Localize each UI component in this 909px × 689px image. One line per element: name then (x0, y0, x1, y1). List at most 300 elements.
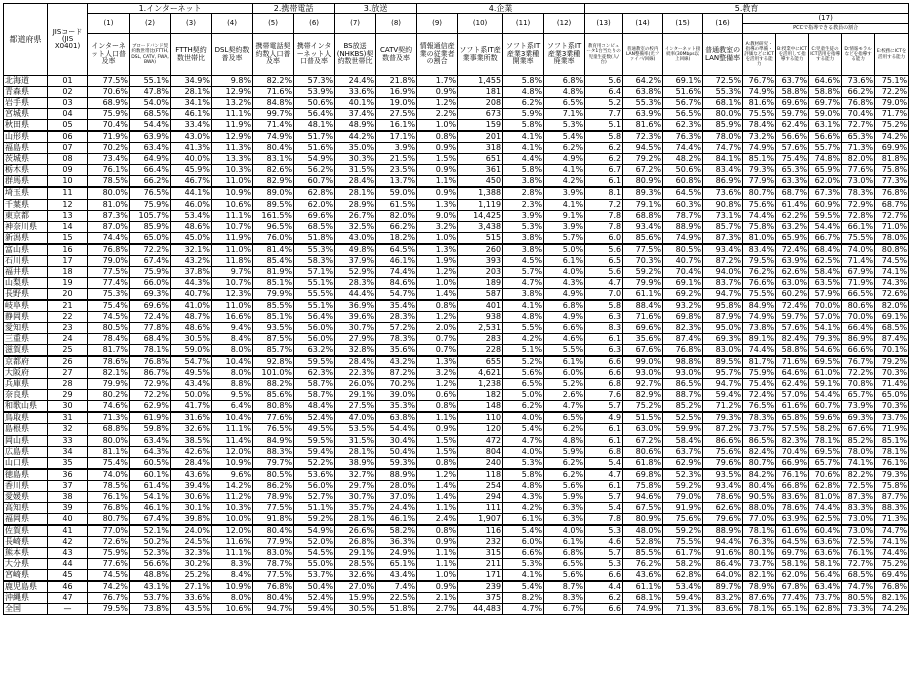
table-cell: 72.3% (623, 131, 663, 143)
table-cell: 66.2% (130, 176, 171, 188)
table-cell: 53.4% (663, 581, 703, 593)
table-cell: 80.4% (743, 480, 776, 491)
table-cell: 83.4% (743, 244, 776, 256)
table-cell: 1,238 (458, 379, 503, 390)
table-cell: 8.2% (503, 593, 544, 604)
table-cell: 46.1% (376, 255, 417, 266)
table-cell: 74.7% (842, 581, 875, 593)
table-cell: 30.7% (335, 323, 376, 334)
table-cell: 6.2% (503, 98, 544, 109)
table-cell: 4.2% (503, 334, 544, 345)
table-cell: 70.6% (88, 87, 130, 98)
table-cell: 2.1% (417, 593, 458, 604)
table-cell: 66.6% (842, 345, 875, 357)
table-cell: 59.4% (294, 446, 335, 457)
table-cell: 29.7% (335, 480, 376, 491)
table-cell: 7.1% (544, 109, 585, 120)
table-row (4, 210, 909, 221)
table-cell: 10.6% (212, 199, 253, 210)
table-cell: 16.1% (376, 120, 417, 132)
table-cell: 58.7% (294, 390, 335, 401)
table-cell: 67.5% (623, 502, 663, 513)
table-cell: 69.6% (130, 300, 171, 312)
table-cell: 65.3% (776, 165, 809, 176)
table-cell: 75.8% (623, 480, 663, 491)
prefecture-name: 北海道 (4, 76, 48, 87)
table-cell: 4.0% (503, 446, 544, 457)
table-cell: 6.1 (585, 176, 623, 188)
table-cell: 75.4% (743, 379, 776, 390)
table-cell: 6.7% (544, 604, 585, 615)
table-cell: 6.3% (544, 513, 585, 525)
table-cell: 11.1% (212, 109, 253, 120)
table-cell: 393 (458, 255, 503, 266)
table-cell: 59.2% (623, 266, 663, 277)
table-cell: 82.2% (253, 76, 294, 87)
table-cell: 31.6% (171, 412, 212, 424)
table-cell: 82.9% (623, 390, 663, 401)
table-cell: 76.5% (743, 401, 776, 413)
table-cell: 70.2% (88, 143, 130, 154)
col-num: (15) (663, 14, 703, 34)
table-cell: 5.6% (544, 480, 585, 491)
table-cell: 58.8% (809, 87, 842, 98)
table-cell: 148 (458, 401, 503, 413)
table-cell: 67.2% (623, 165, 663, 176)
table-cell: 81.6% (743, 98, 776, 109)
table-cell: 70.1% (875, 345, 909, 357)
table-row (4, 525, 909, 537)
table-cell: 78.9% (253, 491, 294, 502)
table-cell: 48.7% (171, 311, 212, 322)
table-cell: 94.4% (703, 536, 743, 547)
table-cell: 4.8% (544, 87, 585, 98)
table-cell: 98.8% (663, 356, 703, 368)
table-cell: 63.4% (130, 143, 171, 154)
table-cell: 71.4% (842, 255, 875, 266)
table-cell: 70.4% (663, 266, 703, 277)
table-cell: 80.6% (842, 300, 875, 312)
jis-code: 43 (48, 547, 88, 558)
table-cell: 240 (458, 457, 503, 469)
table-cell: 4.1% (503, 131, 544, 143)
table-cell: 375 (458, 593, 503, 604)
jis-code: 08 (48, 154, 88, 165)
table-cell: 43.4% (376, 570, 417, 582)
table-cell: 76.8% (875, 581, 909, 593)
prefecture-name: 和歌山県 (4, 401, 48, 413)
table-cell: 7.0 (585, 288, 623, 300)
table-cell: 45.9% (171, 165, 212, 176)
table-cell: 86.7% (130, 368, 171, 379)
table-cell: 5.3 (585, 559, 623, 570)
table-cell: 74.8% (809, 154, 842, 165)
table-cell: 52.3% (130, 547, 171, 558)
table-cell: 75.5% (743, 288, 776, 300)
table-cell: 80.7% (743, 457, 776, 469)
table-cell: 18.2% (376, 232, 417, 244)
table-cell: 64.5% (776, 536, 809, 547)
table-cell: 63.9% (776, 255, 809, 266)
table-cell: 1.0% (417, 232, 458, 244)
table-cell: 50.0% (171, 390, 212, 401)
table-cell: 76.1% (776, 469, 809, 481)
table-cell: 79.6% (703, 457, 743, 469)
table-cell: 54.4% (809, 221, 842, 232)
table-cell: 63.4% (809, 581, 842, 593)
table-cell: 56.5% (663, 109, 703, 120)
table-cell: 80.8% (253, 401, 294, 413)
table-cell: 78.1% (875, 446, 909, 457)
table-cell: 72.6% (88, 536, 130, 547)
table-cell: 74.1% (875, 266, 909, 277)
table-cell: 89.5% (703, 356, 743, 368)
table-cell: 54.6% (809, 345, 842, 357)
prefecture-name: 広島県 (4, 446, 48, 457)
table-cell: 58.3% (294, 255, 335, 266)
table-cell: 16.9% (376, 87, 417, 98)
table-cell: 76.5% (130, 187, 171, 199)
table-cell: 43.2% (376, 356, 417, 368)
table-cell: 64.5% (376, 244, 417, 256)
table-cell: 69.5% (809, 356, 842, 368)
table-cell: 16.6% (212, 311, 253, 322)
table-cell: 78.6% (703, 491, 743, 502)
table-cell: 74.2% (875, 131, 909, 143)
table-cell: 61.1% (623, 288, 663, 300)
col-num: (13) (585, 14, 623, 34)
table-cell: 77.9% (743, 176, 776, 188)
table-cell: 73.0% (842, 176, 875, 188)
table-cell: 3.9% (376, 143, 417, 154)
table-cell: 54.4% (809, 390, 842, 401)
table-cell: 76.2% (623, 559, 663, 570)
table-cell: 4.1% (503, 570, 544, 582)
table-cell: 82.0% (842, 154, 875, 165)
table-cell: 77.4% (88, 277, 130, 288)
table-cell: 80.0% (88, 435, 130, 446)
table-cell: 93.4% (703, 244, 743, 256)
table-cell: 5.0% (544, 244, 585, 256)
table-cell: 54.4% (376, 424, 417, 435)
table-cell: 27.5% (376, 109, 417, 120)
table-cell: 69.1% (875, 311, 909, 322)
table-cell: 69.3% (703, 334, 743, 345)
table-row (4, 176, 909, 188)
table-cell: 57.0% (776, 390, 809, 401)
table-cell: 66.1% (842, 221, 875, 232)
jis-code: 37 (48, 480, 88, 491)
table-cell: 71.9% (875, 424, 909, 435)
table-cell: 70.3% (623, 255, 663, 266)
table-cell: 30.7% (335, 491, 376, 502)
table-cell: 2.6% (544, 390, 585, 401)
table-cell: 12.9% (212, 87, 253, 98)
table-cell: 239 (458, 581, 503, 593)
table-cell: 8.8% (212, 379, 253, 390)
jis-code: 25 (48, 345, 88, 357)
jis-code: 30 (48, 401, 88, 413)
table-cell: 4.8% (503, 311, 544, 322)
table-cell: 75.2% (623, 401, 663, 413)
table-cell: 82.3% (663, 323, 703, 334)
table-cell: 69.3% (842, 412, 875, 424)
prefecture-name: 福井県 (4, 266, 48, 277)
table-cell: 44.3% (171, 277, 212, 288)
table-cell: 32.3% (171, 547, 212, 558)
table-cell: 33.4% (171, 120, 212, 132)
table-row (4, 120, 909, 132)
table-cell: 47.0% (335, 412, 376, 424)
table-cell: 56.6% (809, 131, 842, 143)
table-row (4, 379, 909, 390)
prefecture-name: 埼玉県 (4, 187, 48, 199)
table-cell: 69.8% (663, 311, 703, 322)
col-header: ソフト系IT産業3業種廃業率 (544, 34, 585, 76)
table-cell: 54.7% (376, 288, 417, 300)
prefecture-name: 滋賀県 (4, 345, 48, 357)
table-cell: 35.3% (376, 401, 417, 413)
table-cell: 75.6% (663, 513, 703, 525)
table-cell: 1.1% (417, 502, 458, 513)
table-cell: 78.1% (130, 345, 171, 357)
table-row (4, 323, 909, 334)
prefecture-name: 秋田県 (4, 120, 48, 132)
table-cell: 93.5% (703, 469, 743, 481)
table-cell: 70.6% (809, 469, 842, 481)
table-cell: 78.1% (743, 525, 776, 537)
table-cell: 63.6% (809, 536, 842, 547)
table-cell: 62.9% (130, 401, 171, 413)
col-header: A:教材研究・指導の準備・評価などにICTを活用する能力 (743, 34, 776, 76)
table-cell: 57.6% (776, 143, 809, 154)
table-cell: 28.3% (376, 311, 417, 322)
table-cell: 75.5% (663, 536, 703, 547)
col-num: (16) (703, 14, 743, 34)
table-cell: 67.9% (842, 266, 875, 277)
table-cell: 80.9% (623, 176, 663, 188)
table-cell: 77.9% (253, 536, 294, 547)
table-cell: 111 (458, 502, 503, 513)
table-cell: 3.8% (503, 232, 544, 244)
table-cell: 74.2% (875, 604, 909, 615)
table-cell: 72.4% (776, 300, 809, 312)
table-cell: 6.2 (585, 154, 623, 165)
table-cell: 74.4% (743, 210, 776, 221)
table-cell: 65.7% (809, 457, 842, 469)
table-cell: 15.9% (335, 593, 376, 604)
table-cell: 4.1% (544, 199, 585, 210)
table-cell: 78.3% (376, 334, 417, 345)
table-row (4, 412, 909, 424)
jis-code: 28 (48, 379, 88, 390)
table-cell: 4.7% (503, 277, 544, 288)
table-cell: 4.5% (503, 255, 544, 266)
jis-code: 29 (48, 390, 88, 401)
jis-code: 27 (48, 368, 88, 379)
table-cell: 58.4% (663, 435, 703, 446)
table-cell: 63.3% (776, 176, 809, 188)
table-cell: 61.6% (776, 525, 809, 537)
table-row (4, 368, 909, 379)
table-cell: 5.3% (544, 120, 585, 132)
table-cell: 85.4% (253, 255, 294, 266)
table-cell: 10.0% (212, 513, 253, 525)
table-cell: 40.1% (335, 98, 376, 109)
table-cell: 26.6% (335, 525, 376, 537)
table-cell: 63.0% (776, 277, 809, 288)
table-row (4, 98, 909, 109)
table-cell: 72.7% (875, 210, 909, 221)
table-cell: 68.5% (875, 323, 909, 334)
table-cell: 57.0% (809, 311, 842, 322)
table-cell: 5.8 (585, 131, 623, 143)
table-cell: 6.1 (585, 424, 623, 435)
jis-code: 19 (48, 277, 88, 288)
table-cell: 72.2% (842, 368, 875, 379)
table-cell: 81.7% (88, 345, 130, 357)
table-cell: 0.8% (417, 300, 458, 312)
table-cell: 11.0% (212, 300, 253, 312)
prefecture-name: 宮崎県 (4, 570, 48, 582)
table-cell: 60.8% (663, 176, 703, 188)
table-cell: 27.0% (335, 581, 376, 593)
table-cell: 34.9% (171, 76, 212, 87)
table-cell: 42.6% (171, 446, 212, 457)
table-cell: 30.5% (335, 604, 376, 615)
table-cell: 673 (458, 109, 503, 120)
table-cell: 5.7 (585, 547, 623, 558)
table-cell: 4.9% (544, 311, 585, 322)
table-cell: 1.2% (417, 311, 458, 322)
jis-code: 04 (48, 109, 88, 120)
table-cell: 8.3% (544, 593, 585, 604)
table-row (4, 334, 909, 345)
table-cell: 54.9% (294, 525, 335, 537)
table-cell: 73.7% (809, 593, 842, 604)
table-cell: 30.3% (335, 154, 376, 165)
table-cell: 60.2% (776, 288, 809, 300)
prefecture-name: 長野県 (4, 288, 48, 300)
table-cell: 71.4% (875, 379, 909, 390)
table-cell: 54.0% (130, 98, 171, 109)
table-cell: 651 (458, 154, 503, 165)
table-cell: 83.3% (842, 502, 875, 513)
table-cell: 401 (458, 300, 503, 312)
table-cell: 85.2% (663, 401, 703, 413)
table-cell: 83.2% (703, 593, 743, 604)
table-cell: 5.7% (503, 266, 544, 277)
table-cell: 76.1% (88, 491, 130, 502)
table-cell: 24.5% (171, 536, 212, 547)
table-cell: 28.0% (376, 480, 417, 491)
table-cell: 36.3% (376, 536, 417, 547)
table-cell: 62.4% (776, 120, 809, 132)
table-cell: 24.0% (171, 525, 212, 537)
table-cell: 472 (458, 435, 503, 446)
table-cell: 86.6% (703, 435, 743, 446)
table-cell: 11.3% (212, 143, 253, 154)
table-cell: 1.5% (417, 435, 458, 446)
col-num: (9) (417, 14, 458, 34)
table-cell: 62.3% (294, 368, 335, 379)
table-cell: 95.7% (703, 368, 743, 379)
table-cell: 72.4% (776, 244, 809, 256)
table-cell: 2.4% (417, 513, 458, 525)
jis-code: 33 (48, 435, 88, 446)
table-cell: 59.8% (130, 424, 171, 435)
table-cell: 75.9% (88, 547, 130, 558)
table-cell: 79.6% (703, 513, 743, 525)
col-num: (5) (253, 14, 294, 34)
table-cell: 189 (458, 277, 503, 288)
table-row (4, 547, 909, 558)
table-cell: 28.1% (171, 87, 212, 98)
table-cell: 58.2% (809, 424, 842, 435)
table-cell: 0.6% (417, 390, 458, 401)
table-cell: 74.4% (663, 143, 703, 154)
table-cell: 21.5% (376, 154, 417, 165)
table-cell: 82.3% (776, 435, 809, 446)
table-cell: 32.5% (335, 221, 376, 232)
table-cell: 6.7 (585, 165, 623, 176)
table-cell: 81.0% (809, 491, 842, 502)
table-cell: 76.8% (130, 356, 171, 368)
table-cell: 74.4% (88, 232, 130, 244)
prefecture-name: 大分県 (4, 559, 48, 570)
table-cell: 51.8% (294, 232, 335, 244)
table-row (4, 356, 909, 368)
table-cell: 68.5% (130, 109, 171, 120)
table-cell: 62.9% (663, 457, 703, 469)
table-cell: 32.7% (335, 469, 376, 481)
table-cell: 35.6% (376, 345, 417, 357)
table-cell: 51.8% (376, 604, 417, 615)
table-row (4, 457, 909, 469)
table-cell: 7.8 (585, 210, 623, 221)
jis-code: 10 (48, 176, 88, 188)
table-cell: 65.9% (809, 165, 842, 176)
table-cell: 5.7% (544, 232, 585, 244)
table-row (4, 87, 909, 98)
table-row (4, 300, 909, 312)
jis-code: 38 (48, 491, 88, 502)
table-cell: 74.2% (88, 581, 130, 593)
table-cell: 74.5% (88, 311, 130, 322)
prefecture-name: 茨城県 (4, 154, 48, 165)
table-cell: 52.8% (623, 536, 663, 547)
table-row (4, 446, 909, 457)
table-cell: 48.1% (294, 120, 335, 132)
table-cell: 87.0% (88, 221, 130, 232)
table-cell: 63.6% (809, 547, 842, 558)
table-cell: 82.9% (253, 176, 294, 188)
table-cell: 11.4% (212, 435, 253, 446)
table-cell: 5.4% (503, 525, 544, 537)
table-cell: 75.5% (743, 109, 776, 120)
table-cell: 85.9% (703, 120, 743, 132)
table-cell: 57.9% (809, 288, 842, 300)
table-cell: 77.0% (743, 513, 776, 525)
table-cell: 86.2% (253, 480, 294, 491)
group-mobile: 2.携帯電話 (253, 4, 335, 14)
table-cell: 55.7% (809, 143, 842, 154)
table-cell: 83.6% (776, 491, 809, 502)
table-cell: 73.0% (842, 525, 875, 537)
table-cell: 72.5% (842, 536, 875, 547)
jis-code: 11 (48, 187, 88, 199)
table-cell: 232 (458, 536, 503, 547)
